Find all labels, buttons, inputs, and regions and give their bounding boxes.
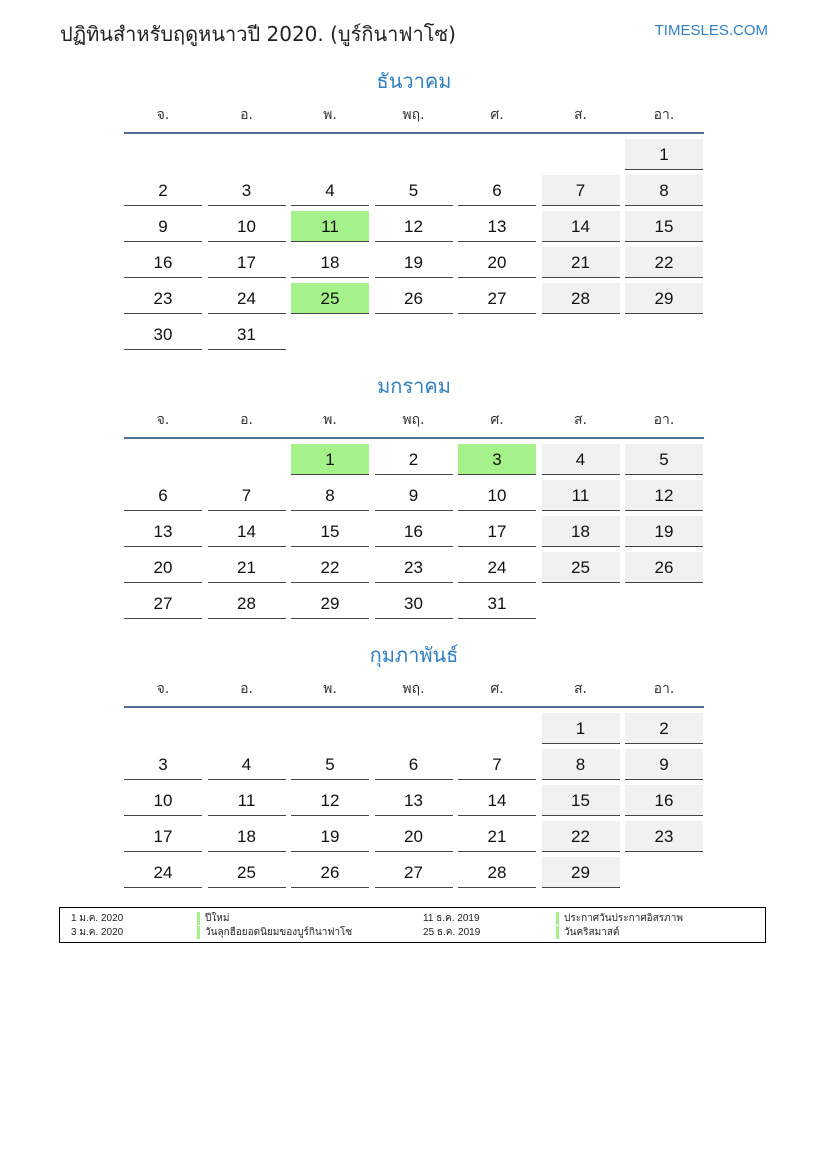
day-cell: 21 [458, 821, 536, 852]
day-cell: 12 [291, 785, 369, 816]
day-cell: 17 [458, 516, 536, 547]
weekday-label: พ. [323, 107, 337, 123]
day-cell: 6 [375, 749, 453, 780]
day-cell: 13 [124, 516, 202, 547]
weekday-label: อ. [240, 681, 253, 697]
day-cell: 17 [124, 821, 202, 852]
day-cell: 8 [542, 749, 620, 780]
weekday-label: จ. [156, 107, 170, 123]
day-cell: 30 [124, 319, 202, 350]
day-cell: 5 [625, 444, 703, 475]
day-cell: 28 [542, 283, 620, 314]
weekday-label: ส. [574, 681, 587, 697]
day-grid [124, 139, 704, 354]
day-cell: 15 [625, 211, 703, 242]
day-cell: 23 [375, 552, 453, 583]
day-cell: 2 [124, 175, 202, 206]
day-cell: 24 [124, 857, 202, 888]
weekday-label: อ. [240, 412, 253, 428]
day-cell: 19 [375, 247, 453, 278]
day-cell: 6 [124, 480, 202, 511]
holiday-day-cell: 25 [291, 283, 369, 314]
page-title: ปฏิทินสำหรับฤดูหนาวปี 2020. (บูร์กินาฟาโซ) [60, 22, 456, 46]
day-cell: 6 [458, 175, 536, 206]
day-cell: 21 [208, 552, 286, 583]
day-cell: 3 [124, 749, 202, 780]
day-cell: 20 [458, 247, 536, 278]
holiday-legend [59, 907, 766, 943]
day-cell: 27 [375, 857, 453, 888]
day-cell: 20 [124, 552, 202, 583]
header-rule [124, 706, 704, 708]
day-cell: 31 [458, 588, 536, 619]
day-cell: 2 [375, 444, 453, 475]
weekday-label: พ. [323, 681, 337, 697]
day-cell: 21 [542, 247, 620, 278]
day-cell: 10 [208, 211, 286, 242]
holiday-day-cell: 1 [291, 444, 369, 475]
day-cell: 23 [625, 821, 703, 852]
weekday-label: ศ. [490, 412, 504, 428]
day-cell: 9 [625, 749, 703, 780]
weekday-label: ส. [574, 412, 587, 428]
weekday-label: พฤ. [402, 412, 425, 428]
day-cell: 9 [124, 211, 202, 242]
day-cell: 7 [208, 480, 286, 511]
day-cell: 25 [208, 857, 286, 888]
day-cell: 10 [458, 480, 536, 511]
weekday-header [124, 104, 704, 126]
weekday-label: ส. [574, 107, 587, 123]
day-cell: 29 [291, 588, 369, 619]
day-cell: 16 [625, 785, 703, 816]
day-cell: 28 [458, 857, 536, 888]
day-cell: 8 [291, 480, 369, 511]
day-cell: 15 [291, 516, 369, 547]
month-name: มกราคม [377, 374, 451, 398]
weekday-label: พฤ. [402, 107, 425, 123]
weekday-header [124, 678, 704, 700]
legend-holiday-name: วันคริสมาสต์ [556, 926, 619, 939]
header-rule [124, 437, 704, 439]
month-february [124, 640, 704, 893]
weekday-label: พ. [323, 412, 337, 428]
holiday-day-cell: 3 [458, 444, 536, 475]
header-rule [124, 132, 704, 134]
day-cell: 26 [291, 857, 369, 888]
day-cell: 20 [375, 821, 453, 852]
day-cell: 27 [458, 283, 536, 314]
day-cell: 19 [291, 821, 369, 852]
day-cell: 25 [542, 552, 620, 583]
day-cell: 22 [291, 552, 369, 583]
legend-holiday-name: ปีใหม่ [197, 912, 229, 925]
day-cell: 8 [625, 175, 703, 206]
weekday-header [124, 409, 704, 431]
weekday-label: พฤ. [402, 681, 425, 697]
day-cell: 26 [375, 283, 453, 314]
day-cell: 1 [542, 713, 620, 744]
day-cell: 13 [458, 211, 536, 242]
day-cell: 4 [291, 175, 369, 206]
day-cell: 4 [208, 749, 286, 780]
day-cell: 12 [375, 211, 453, 242]
day-cell: 17 [208, 247, 286, 278]
day-cell: 26 [625, 552, 703, 583]
day-cell: 7 [458, 749, 536, 780]
weekday-label: ศ. [490, 107, 504, 123]
day-cell: 22 [625, 247, 703, 278]
day-cell: 10 [124, 785, 202, 816]
day-cell: 5 [291, 749, 369, 780]
day-cell: 3 [208, 175, 286, 206]
day-cell: 27 [124, 588, 202, 619]
day-cell: 15 [542, 785, 620, 816]
month-january [124, 371, 704, 624]
weekday-label: อา. [653, 107, 675, 123]
day-grid [124, 444, 704, 624]
day-cell: 31 [208, 319, 286, 350]
weekday-label: อา. [653, 412, 675, 428]
day-cell: 18 [542, 516, 620, 547]
day-cell: 9 [375, 480, 453, 511]
day-cell: 11 [542, 480, 620, 511]
day-cell: 14 [458, 785, 536, 816]
legend-holiday-name: วันลุกฮือยอดนิยมของบูร์กินาฟาโซ [197, 926, 352, 939]
day-cell: 13 [375, 785, 453, 816]
legend-date: 1 ม.ค. 2020 [71, 913, 124, 924]
day-cell: 24 [208, 283, 286, 314]
weekday-label: อา. [653, 681, 675, 697]
day-cell: 28 [208, 588, 286, 619]
legend-date: 11 ธ.ค. 2019 [423, 913, 480, 924]
day-cell: 14 [542, 211, 620, 242]
weekday-label: จ. [156, 681, 170, 697]
day-cell: 12 [625, 480, 703, 511]
day-cell: 23 [124, 283, 202, 314]
day-cell: 5 [375, 175, 453, 206]
legend-holiday-name: ประกาศวันประกาศอิสรภาพ [556, 912, 683, 925]
day-cell: 7 [542, 175, 620, 206]
day-cell: 30 [375, 588, 453, 619]
day-cell: 1 [625, 139, 703, 170]
day-cell: 18 [291, 247, 369, 278]
day-cell: 24 [458, 552, 536, 583]
day-cell: 29 [542, 857, 620, 888]
legend-date: 25 ธ.ค. 2019 [423, 927, 481, 938]
holiday-day-cell: 11 [291, 211, 369, 242]
weekday-label: จ. [156, 412, 170, 428]
day-cell: 29 [625, 283, 703, 314]
month-december [124, 66, 704, 354]
day-cell: 22 [542, 821, 620, 852]
day-cell: 14 [208, 516, 286, 547]
day-cell: 16 [375, 516, 453, 547]
day-cell: 11 [208, 785, 286, 816]
day-cell: 18 [208, 821, 286, 852]
weekday-label: ศ. [490, 681, 504, 697]
weekday-label: อ. [240, 107, 253, 123]
day-cell: 19 [625, 516, 703, 547]
day-grid [124, 713, 704, 893]
brand-link[interactable]: TIMESLES.COM [654, 22, 768, 39]
legend-date: 3 ม.ค. 2020 [71, 927, 124, 938]
month-name: ธันวาคม [376, 69, 452, 93]
day-cell: 2 [625, 713, 703, 744]
month-name: กุมภาพันธ์ [369, 643, 459, 667]
day-cell: 16 [124, 247, 202, 278]
day-cell: 4 [542, 444, 620, 475]
